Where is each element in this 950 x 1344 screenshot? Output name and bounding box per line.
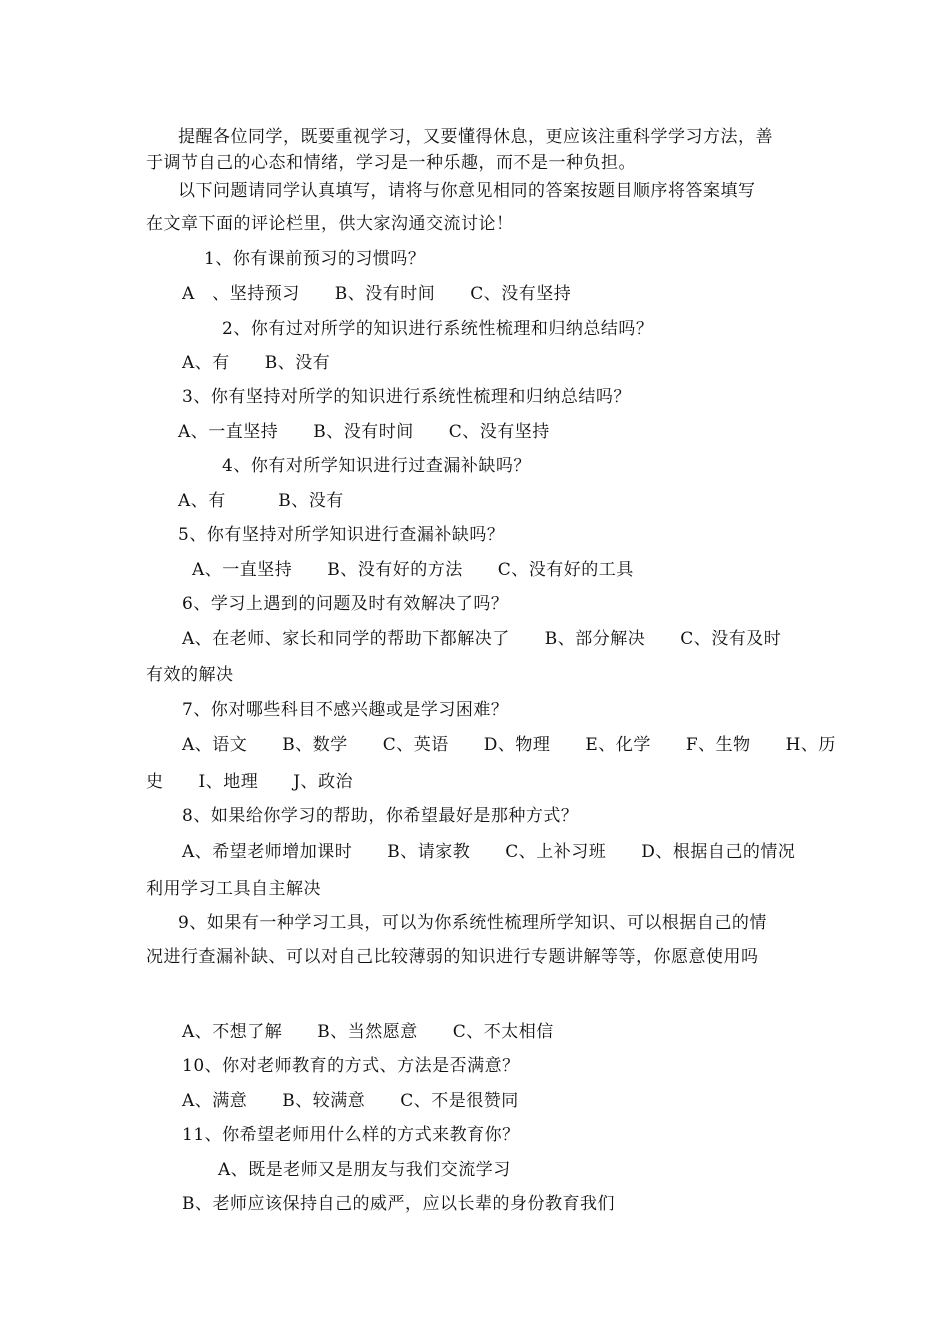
question-6: 6、学习上遇到的问题及时有效解决了吗？ xyxy=(182,594,509,614)
question-7-options-line-2: 史 I、地理 J、政治 xyxy=(146,772,354,792)
question-10: 10、你对老师教育的方式、方法是否满意？ xyxy=(182,1056,520,1076)
question-10-options: A、满意 B、较满意 C、不是很赞同 xyxy=(182,1091,519,1111)
question-4-options: A、有 B、没有 xyxy=(178,491,344,511)
question-11: 11、你希望老师用什么样的方式来教育你？ xyxy=(182,1125,520,1145)
question-8: 8、如果给你学习的帮助，你希望最好是那种方式？ xyxy=(182,806,579,826)
question-9-line-1: 9、如果有一种学习工具，可以为你系统性梳理所学知识、可以根据自己的情 xyxy=(178,913,767,933)
question-2-options: A、有 B、没有 xyxy=(182,353,331,373)
question-11-option-b: B、老师应该保持自己的威严，应以长辈的身份教育我们 xyxy=(182,1194,615,1214)
question-7: 7、你对哪些科目不感兴趣或是学习困难？ xyxy=(182,700,509,720)
question-2: 2、你有过对所学的知识进行系统性梳理和归纳总结吗？ xyxy=(222,319,654,339)
question-3: 3、你有坚持对所学的知识进行系统性梳理和归纳总结吗？ xyxy=(182,387,631,407)
question-4: 4、你有对所学知识进行过查漏补缺吗？ xyxy=(222,456,531,476)
question-7-options-line-1: A、语文 B、数学 C、英语 D、物理 E、化学 F、生物 H、历 xyxy=(182,735,836,755)
question-9-line-2: 况进行查漏补缺、可以对自己比较薄弱的知识进行专题讲解等等，你愿意使用吗 xyxy=(146,947,759,967)
question-5: 5、你有坚持对所学知识进行查漏补缺吗？ xyxy=(178,525,505,545)
question-8-options-line-1: A、希望老师增加课时 B、请家教 C、上补习班 D、根据自己的情况 xyxy=(182,842,796,862)
intro-paragraph-1-line-2: 于调节自己的心态和情绪，学习是一种乐趣，而不是一种负担。 xyxy=(146,153,636,173)
question-3-options: A、一直坚持 B、没有时间 C、没有坚持 xyxy=(178,422,550,442)
question-11-option-a: A、既是老师又是朋友与我们交流学习 xyxy=(218,1160,511,1180)
question-8-options-line-2: 利用学习工具自主解决 xyxy=(146,879,321,899)
question-6-options-line-2: 有效的解决 xyxy=(146,665,234,685)
question-9-options: A、不想了解 B、当然愿意 C、不太相信 xyxy=(182,1022,554,1042)
intro-paragraph-2-line-1: 以下问题请同学认真填写，请将与你意见相同的答案按题目顺序将答案填写 xyxy=(178,181,756,201)
intro-paragraph-1-line-1: 提醒各位同学，既要重视学习，又要懂得休息，更应该注重科学学习方法，善 xyxy=(178,127,773,147)
question-1-options: A 、坚持预习 B、没有时间 C、没有坚持 xyxy=(182,284,572,304)
question-1: 1、你有课前预习的习惯吗？ xyxy=(204,249,426,269)
question-5-options: A、一直坚持 B、没有好的方法 C、没有好的工具 xyxy=(192,560,634,580)
intro-paragraph-2-line-2: 在文章下面的评论栏里，供大家沟通交流讨论！ xyxy=(146,214,514,234)
question-6-options-line-1: A、在老师、家长和同学的帮助下都解决了 B、部分解决 C、没有及时 xyxy=(182,629,782,649)
